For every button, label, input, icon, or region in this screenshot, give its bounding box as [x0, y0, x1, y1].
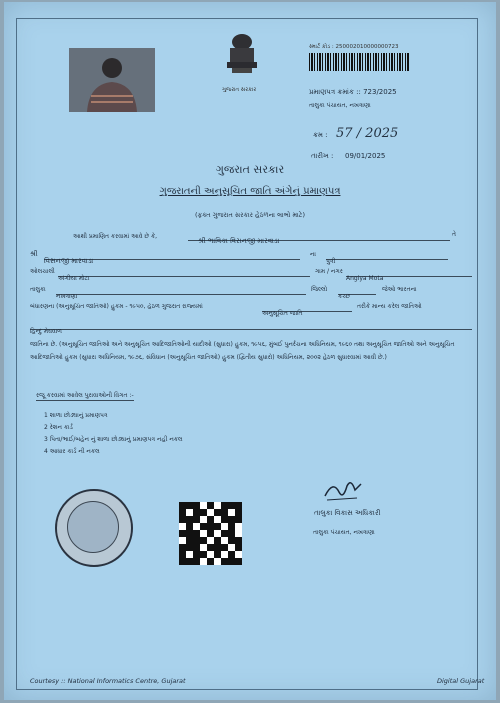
legal-paragraph: જાતિના છે. (અનુસૂચિત જાતિઓ અને અનુસૂચિત આદિજાતિઓની યાદીઓ (સુધારા) હુકમ, ૧૯૫૬, મુંબઈ પુનર્રચના અધિનિયમ, ૧૯૬૦ તથા અનુસૂચિત જાતિઓ અને અનુસૂચિત આદિજાતિઓ હુકમ (સુધારા અધિનિયમ, ૧૯૭૬, સંવિધાન (અનુસૂચિત જાતિઓ) હુકમ (દ્વિતીય સુધારો) અધિનિયમ, ૨૦૦૨ હેઠળ સુધારવામાં આવી છે.) — [30, 341, 455, 361]
date-label: તારીખ : — [311, 152, 334, 160]
district: કચ્છ — [338, 293, 351, 300]
relation-field — [326, 248, 448, 265]
office-seal — [55, 489, 133, 567]
certificate-note: (ફક્ત ગુજરાત સરકાર હેઠળના લાભો માટે) — [195, 211, 305, 219]
taluka: નખત્રાણા — [56, 293, 78, 300]
inward-number: 57 / 2025 — [336, 126, 399, 141]
district-label: જિલ્લો — [311, 286, 328, 293]
village-en-field — [346, 265, 472, 282]
village-label: ઓલચાલી — [30, 268, 55, 275]
certificate-title: ગુજરાતની અનુસૂચિત જાતિ અંગેનું પ્રમાણપત્ર — [159, 186, 341, 197]
footer-credit: Courtesy :: National Informatics Centre, Gujarat — [30, 677, 186, 685]
applicant-name: શ્રી ભાવિકા વિસનજી મારવાડા — [198, 237, 280, 245]
caste-field — [30, 318, 472, 335]
officer-office: તાલુકા પંચાયત, નખત્રાણા — [313, 529, 375, 536]
relation-label: ના — [310, 251, 316, 258]
document-item: 4 આધાર કાર્ડ ની નકલ — [44, 448, 100, 455]
village-english: Angiya Mota — [346, 275, 384, 282]
village-type-label: ગામ / નગર — [315, 268, 343, 275]
certificate-number: પ્રમાણપત્ર ક્રમાંક :: 723/2025 — [309, 88, 397, 96]
smart-code: સ્માર્ટ કોડ : 250002010000000723 — [309, 44, 399, 50]
office-name: તાલુકા પંચાયત, નખત્રાણા — [309, 102, 371, 109]
village-field — [58, 265, 310, 282]
officer-title: તાલુકા વિકાસ અધિકારી — [314, 509, 381, 517]
document-item: 2 રેશન કાર્ડ — [44, 424, 73, 431]
father-prefix: શ્રી — [30, 250, 38, 258]
applicant-photo — [69, 48, 155, 112]
order-line: બંધારણના (અનુસૂચિત જાતિઓ) હુકમ - ૧૯૫૦, હેઠળ ગુજરાત રાજ્યમાં — [30, 303, 203, 310]
caste: હિન્દુ મેઘવાળ — [30, 328, 62, 335]
district-field — [338, 283, 376, 300]
qr-code — [179, 502, 242, 565]
taluka-label: તાલુકા — [30, 286, 46, 293]
emblem-caption: ગુજરાત સરકાર — [222, 87, 257, 93]
name-suffix: તે — [452, 231, 456, 238]
issue-date: 09/01/2025 — [345, 152, 386, 160]
category: અનુસૂચિત જાતિ — [262, 310, 303, 317]
seal-center — [67, 501, 119, 553]
footer-brand: Digital Gujarat — [437, 677, 485, 685]
officer-signature — [321, 476, 365, 504]
recognized-label: તરીકે માન્ય કરેલ જાતિઓ — [357, 303, 422, 310]
document-item: 1 શાળા છોડ્યાનું પ્રમાણપત્ર — [44, 412, 108, 419]
state-emblem-icon — [218, 30, 266, 88]
category-field — [262, 300, 352, 317]
barcode — [309, 53, 409, 71]
intro-label: આથી પ્રમાણિત કરવામાં આવે છે કે, — [73, 233, 158, 240]
name-field — [188, 228, 450, 245]
taluka-field — [56, 283, 306, 300]
document-item: 3 પિતા/ભાઈ/બહેન નું શાળા છોડ્યાનું પ્રમાણપત્ર નહી નકલ — [44, 436, 183, 443]
documents-heading: રજૂ કરવામાં આવેલ પુરાવાઓની વિગત :- — [36, 392, 134, 399]
state-label: જેઓ ભારતના — [382, 286, 417, 293]
inward-label: ક્રમ : — [313, 131, 328, 139]
father-name: વિસનજી મારવાડા — [44, 257, 94, 265]
village-gujarati: અંગીયા મોટા — [58, 275, 90, 282]
relation: પુત્રી — [326, 258, 336, 265]
father-field — [44, 248, 300, 265]
documents-list — [44, 410, 183, 458]
government-title: ગુજરાત સરકાર — [215, 163, 285, 176]
